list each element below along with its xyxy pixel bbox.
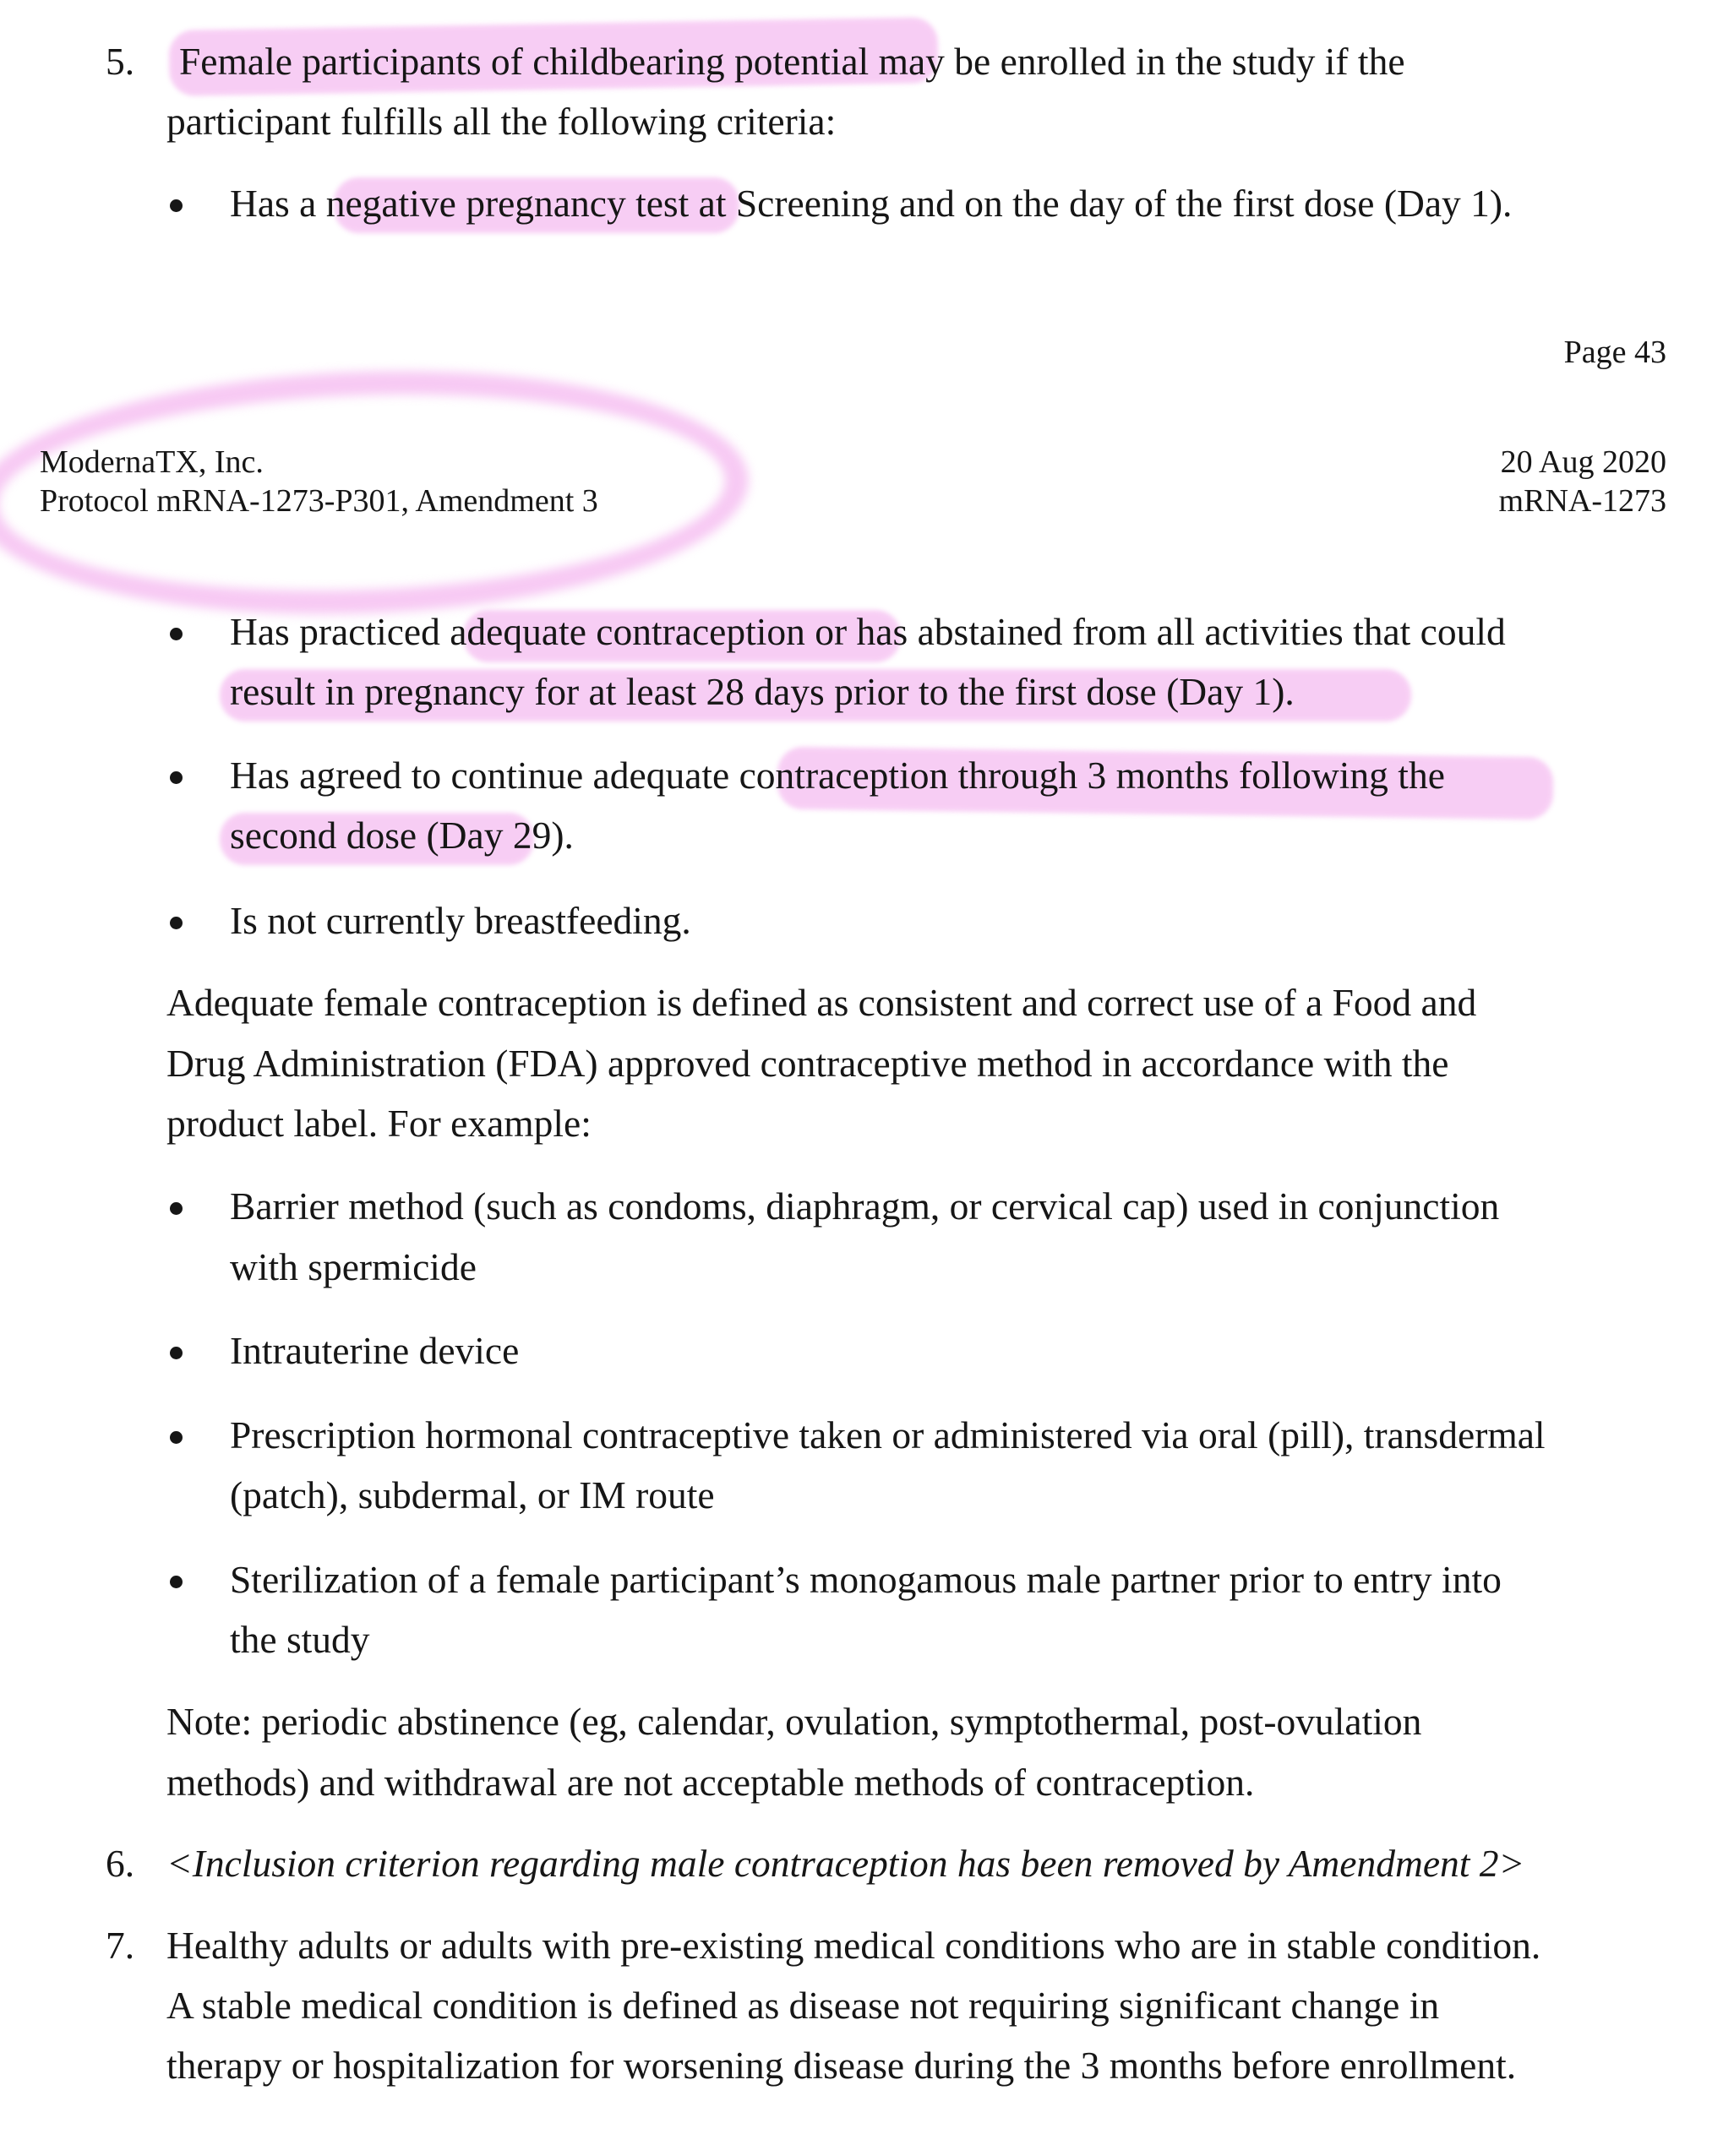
item-6-number: 6.	[106, 1842, 135, 1885]
criterion-text: Has agreed to continue adequate	[230, 754, 739, 797]
bullet-icon	[170, 1576, 183, 1588]
definition-line-3: product label. For example:	[166, 1102, 592, 1145]
item-6-text	[166, 1844, 1524, 1883]
bullet-icon	[170, 917, 183, 929]
item-6-italic-text: <Inclusion criterion regarding male contraception has been removed by Amendment 2>	[166, 1842, 1525, 1885]
method-hormonal-line-2: (patch), subdermal, or IM route	[230, 1473, 715, 1516]
bullet-icon	[170, 628, 183, 640]
item-5-number: 5.	[106, 40, 135, 83]
header-company: ModernaTX, Inc.	[40, 444, 264, 480]
criterion-text: 29).	[503, 814, 574, 857]
bullet-icon	[170, 199, 183, 212]
header-product: mRNA-1273	[1498, 483, 1666, 519]
criterion-text: Has practiced	[230, 610, 450, 653]
page-number: Page 43	[1563, 335, 1666, 370]
criterion-highlighted-text: negative pregnancy test	[325, 182, 690, 225]
criterion-continue-contraception-line-1	[230, 756, 1445, 795]
item-7-line-1: Healthy adults or adults with pre-existing medical conditions who are in stable condition.	[166, 1924, 1541, 1967]
bullet-icon	[170, 771, 183, 784]
criterion-continue-contraception-line-2	[230, 816, 574, 855]
criterion-pregnancy-test	[230, 184, 1512, 223]
item-5-line-1	[179, 42, 1405, 81]
item-7-line-2: A stable medical condition is defined as disease not requiring significant change in	[166, 1984, 1440, 2027]
criterion-text: at Screening and on the day of the first dose (Day 1).	[689, 182, 1513, 225]
method-barrier-line-1: Barrier method (such as condoms, diaphragm, or cervical cap) used in conjunction	[230, 1184, 1500, 1228]
method-hormonal-line-1: Prescription hormonal contraceptive taken or administered via oral (pill), transdermal	[230, 1413, 1546, 1456]
criterion-prior-contraception-line-2: result in pregnancy for at least 28 days prior to the first dose (Day 1).	[230, 670, 1295, 713]
item-7-number: 7.	[106, 1924, 135, 1967]
method-iud: Intrauterine device	[230, 1329, 520, 1372]
criterion-prior-contraception-line-1	[230, 612, 1506, 651]
criterion-highlighted-text: contraception through 3 months following the	[739, 754, 1445, 797]
item-5-highlighted-phrase: Female participants of childbearing potential	[179, 40, 870, 83]
criterion-highlighted-text: adequate contraception or	[450, 610, 848, 653]
criterion-text: has abstained from all activities that could	[847, 610, 1506, 653]
definition-line-1: Adequate female contraception is defined as consistent and correct use of a Food and	[166, 981, 1477, 1024]
method-sterilization-line-2: the study	[230, 1618, 370, 1661]
item-5-line-1-rest: may be enrolled in the study if the	[869, 40, 1405, 83]
item-5-line-2: participant fulfills all the following criteria:	[166, 100, 837, 143]
method-barrier-line-2: with spermicide	[230, 1245, 477, 1288]
note-line-1: Note: periodic abstinence (eg, calendar, ovulation, symptothermal, post-ovulation	[166, 1700, 1422, 1743]
criterion-breastfeeding: Is not currently breastfeeding.	[230, 899, 691, 942]
method-sterilization-line-1: Sterilization of a female participant’s monogamous male partner prior to entry into	[230, 1558, 1502, 1601]
criterion-text: Has a	[230, 182, 326, 225]
bullet-icon	[170, 1347, 183, 1359]
note-line-2: methods) and withdrawal are not acceptable methods of contraception.	[166, 1761, 1255, 1804]
header-protocol: Protocol mRNA-1273-P301, Amendment 3	[40, 483, 598, 519]
criterion-highlighted-text: second dose (Day	[230, 814, 504, 857]
bullet-icon	[170, 1431, 183, 1444]
header-date: 20 Aug 2020	[1500, 444, 1666, 480]
item-7-line-3: therapy or hospitalization for worsening disease during the 3 months before enrollment.	[166, 2044, 1517, 2087]
definition-line-2: Drug Administration (FDA) approved contraceptive method in accordance with the	[166, 1042, 1449, 1085]
bullet-icon	[170, 1202, 183, 1215]
